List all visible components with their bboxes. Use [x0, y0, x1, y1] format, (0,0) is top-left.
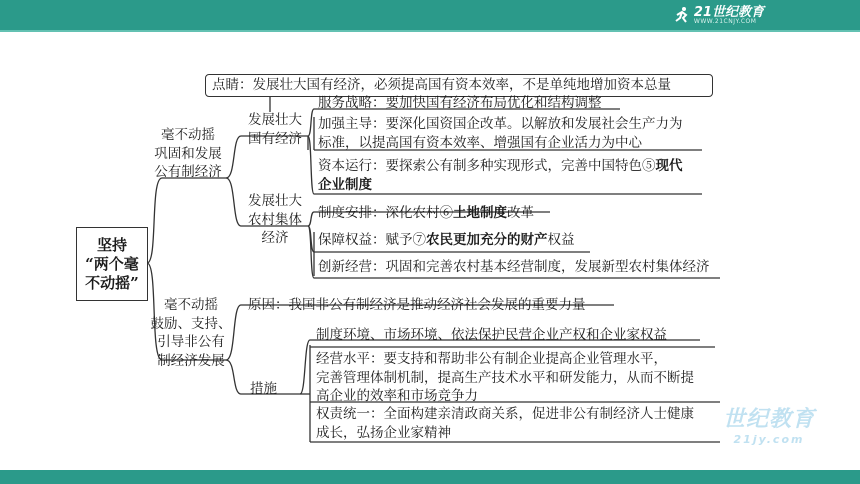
branch-label-line: 公有制经济: [154, 164, 222, 180]
watermark-line-1: 世纪教育: [722, 407, 815, 432]
root-line: 坚持: [96, 235, 127, 254]
answer-text: 企业制度: [318, 176, 372, 193]
node-line: 高企业的效率和市场竞争力: [316, 388, 478, 404]
node-operation-level: [316, 350, 694, 406]
sub-branch-label-line: 国有经济: [248, 130, 302, 147]
node-text: 制度安排：深化农村⑥: [318, 205, 453, 221]
node-service-strategy: 服务战略：要加快国有经济布局优化和结构调整: [318, 95, 602, 111]
node-capital-operation: [318, 157, 683, 194]
branch-label-line: 鼓励、支持、: [150, 315, 232, 332]
node-text: 资本运行：要探索公有制多种实现形式，完善中国特色⑤: [318, 158, 656, 174]
sub-branch-label-line: 经济: [261, 230, 289, 246]
branch-non-public-economy: [150, 296, 232, 370]
node-protect-rights: [318, 231, 575, 249]
node-line: 完善管理体制机制，提高生产技术水平和研发能力，从而不断提: [316, 369, 694, 386]
branch-label-line: 巩固和发展: [154, 145, 222, 162]
node-line: 成长，弘扬企业家精神: [316, 424, 451, 441]
node-line: 权责统一：全面构建亲清政商关系，促进非公有制经济人士健康: [316, 406, 694, 422]
answer-text: 现代: [655, 158, 683, 174]
branch-label-line: 制经济发展: [157, 352, 225, 369]
logo-subtext: WWW.21CNJY.COM: [693, 17, 757, 25]
node-text: 改革: [507, 205, 534, 221]
sub-branch-label-line: 发展壮大: [248, 112, 302, 128]
node-text: 权益: [547, 232, 575, 248]
sub-branch-state-economy: [242, 111, 308, 148]
watermark-line-2: 21jy.com: [733, 433, 805, 446]
node-line: 加强主导：要深化国资国企改革。以解放和发展社会生产力为: [318, 116, 683, 132]
root-line: “两个毫: [85, 254, 139, 273]
answer-text: 农民更加充分的财产: [426, 232, 548, 248]
logo-text: 21世纪教育: [693, 4, 764, 20]
node-environment: 制度环境、市场环境、依法保护民营企业产权和企业家权益: [316, 327, 667, 343]
sub-branch-label-line: 农村集体: [248, 211, 302, 228]
node-strengthen-leadership: [318, 115, 683, 152]
sub-branch-measures: 措施: [250, 381, 277, 397]
key-point-callout: 点睛：发展壮大国有经济，必须提高国有资本效率，不是单纯地增加资本总量: [205, 74, 713, 97]
branch-public-economy: [150, 126, 226, 182]
mindmap-root: [76, 227, 148, 301]
branch-label-line: 毫不动摇: [161, 127, 215, 143]
node-institutional-arrangement: [318, 204, 534, 222]
branch-label-line: 毫不动摇: [164, 297, 218, 313]
node-rights-responsibility: [316, 405, 694, 442]
node-line: 经营水平：要支持和帮助非公有制企业提高企业管理水平，: [316, 351, 667, 367]
node-innovative-operation: 创新经营：巩固和完善农村基本经营制度，发展新型农村集体经济: [318, 259, 710, 275]
sub-branch-label-line: 发展壮大: [248, 193, 302, 209]
root-line: 不动摇”: [85, 273, 139, 292]
node-reason: 原因：我国非公有制经济是推动经济社会发展的重要力量: [248, 297, 586, 313]
sub-branch-rural-collective: [242, 192, 308, 248]
node-text: 保障权益：赋予⑦: [318, 232, 426, 248]
node-line: 标准，以提高国有资本效率、增强国有企业活力为中心: [318, 134, 642, 151]
answer-text: 土地制度: [453, 205, 507, 221]
branch-label-line: 引导非公有: [157, 334, 225, 350]
